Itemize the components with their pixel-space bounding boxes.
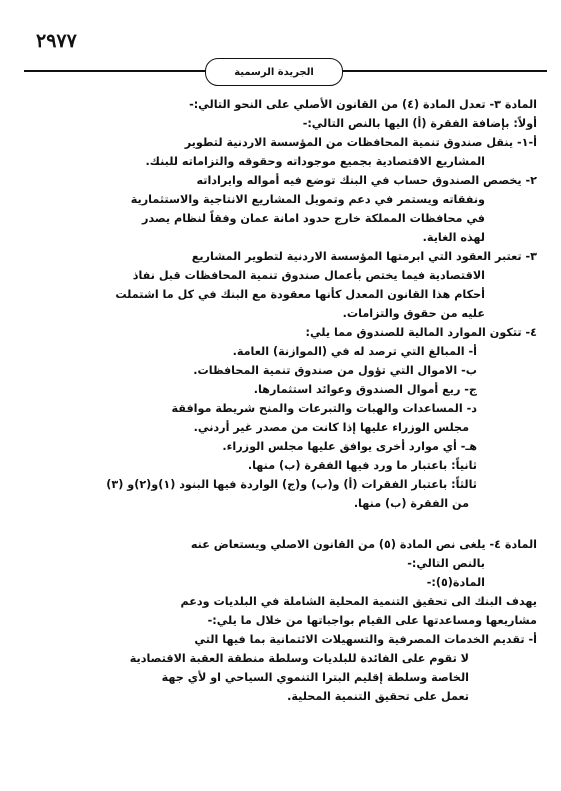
paragraph-2-line: ٢- يخصص الصندوق حساب في البنك توضع فيه أمواله وايراداته (196, 174, 537, 187)
article-5-heading: المادة(٥):- (426, 576, 485, 589)
article-5-body-line: مشاريعها ومساعدتها على القيام بواجباتها من خلال ما يلي:- (207, 614, 537, 627)
article-5-item-a-line: أ- تقديم الخدمات المصرفية والتسهيلات الائتمانية بما فيها التي (194, 633, 537, 646)
clause-first-heading: أولاً: بإضافة الفقرة (أ) اليها بالنص التالي:- (302, 117, 537, 130)
clause-second: ثانياً: باعتبار ما ورد فيها الفقرة (ب) منها. (247, 459, 477, 472)
resource-item: ج- ريع أموال الصندوق وعوائد استثمارها. (253, 383, 477, 396)
resource-item: هـ- أي موارد أخرى يوافق عليها مجلس الوزراء. (222, 440, 477, 453)
resource-item: مجلس الوزراء عليها إذا كانت من مصدر غير أردني. (193, 421, 469, 434)
gazette-badge (205, 58, 343, 86)
paragraph-3-line: ٣- تعتبر العقود التي ابرمتها المؤسسة الاردنية لتطوير المشاريع (191, 250, 537, 263)
article-5-body-line: يهدف البنك الى تحقيق التنمية المحلية الشاملة في البلديات ودعم (180, 595, 537, 608)
document-body (32, 95, 537, 706)
amendment-article-4-line: المادة ٤- يلغى نص المادة (٥) من القانون الاصلي ويستعاض عنه (190, 538, 537, 551)
paragraph-3-line: أحكام هذا القانون المعدل كأنها معقودة مع البنك في كل ما اشتملت (115, 288, 485, 301)
resource-item: ب- الاموال التي تؤول من صندوق تنمية المحافظات. (193, 364, 477, 377)
paragraph-2-line: في محافظات المملكة خارج حدود امانة عمان وفقاً لنظام يصدر (142, 212, 485, 225)
article-5-item-a-line: لا تقوم على الفائدة للبلديات وسلطة منطقة العقبة الاقتصادية (129, 652, 469, 665)
paragraph-2-line: ونفقاته ويستمر في دعم وتمويل المشاريع الانتاجية والاستثمارية (130, 193, 485, 206)
page-number: ٢٩٧٧ (36, 30, 77, 52)
paragraph-a1-line: أ-١- ينقل صندوق تنمية المحافظات من المؤسسة الاردنية لتطوير (184, 136, 537, 149)
resource-item: أ- المبالغ التي ترصد له في (الموازنة) العامة. (232, 345, 477, 358)
paragraph-3-line: الاقتصادية فيما يختص بأعمال صندوق تنمية المحافظات قبل نفاذ (132, 269, 485, 282)
paragraph-a1-line: المشاريع الاقتصادية بجميع موجوداته وحقوقه والتزاماته للبنك. (145, 155, 485, 168)
section-gap (32, 513, 537, 535)
resource-item: د- المساعدات والهبات والتبرعات والمنح شريطة موافقة (171, 402, 477, 415)
paragraph-3-line: عليه من حقوق والتزامات. (342, 307, 485, 320)
clause-third-line: ثالثاً: باعتبار الفقرات (أ) و(ب) و(ج) الواردة فيها البنود (١)و(٢)و (٣) (106, 478, 477, 491)
gazette-badge-label: الجريدة الرسمية (234, 66, 314, 78)
article-5-item-a-line: تعمل على تحقيق التنمية المحلية. (287, 690, 469, 703)
paragraph-2-line: لهذه الغاية. (422, 231, 485, 244)
paragraph-4-line: ٤- تتكون الموارد المالية للصندوق مما يلي: (305, 326, 537, 339)
article-5-item-a-line: الخاصة وسلطة إقليم البترا التنموي السياحي او لأي جهة (161, 671, 469, 684)
amendment-article-3-heading: المادة ٣- تعدل المادة (٤) من القانون الأصلي على النحو التالي:- (189, 98, 537, 111)
amendment-article-4-line: بالنص التالي:- (407, 557, 485, 570)
clause-third-line: من الفقرة (ب) منها. (353, 497, 469, 510)
